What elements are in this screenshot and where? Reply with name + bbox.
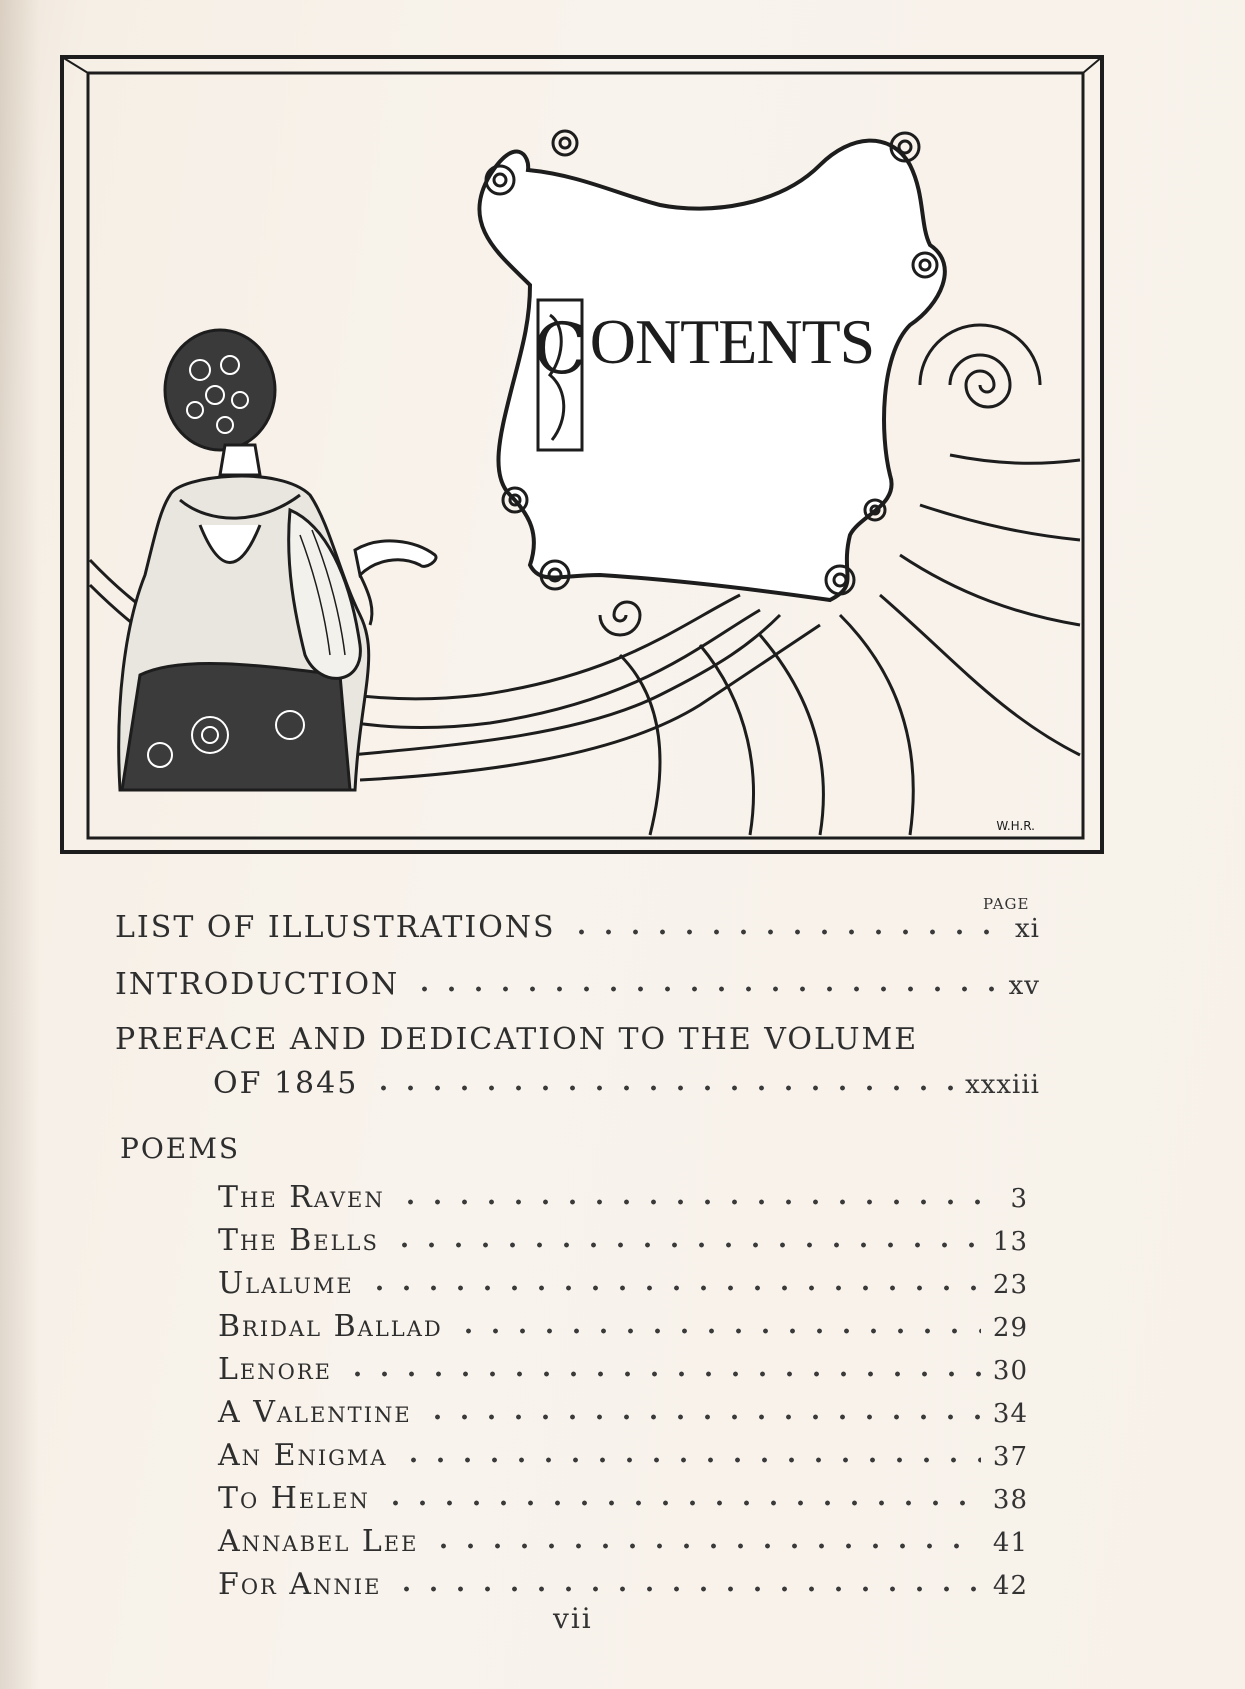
svg-text:C: C (533, 308, 587, 390)
dot-leader (370, 1085, 953, 1091)
toc-entry-title: Annabel Lee (218, 1524, 419, 1559)
toc-entry-title: Bridal Ballad (218, 1309, 443, 1344)
toc-entry-page: 23 (992, 1270, 1028, 1300)
toc-entry-page: 42 (992, 1571, 1028, 1601)
toc-entry[interactable] (213, 1066, 1040, 1101)
banner-text: ONTENTS (589, 306, 875, 377)
toc-entry[interactable] (115, 910, 1040, 945)
toc-entry[interactable] (218, 1180, 1028, 1215)
dot-leader (366, 1285, 981, 1291)
dot-leader (455, 1328, 981, 1334)
toc-entry[interactable] (218, 1352, 1028, 1387)
toc-entry-title: To Helen (218, 1481, 370, 1516)
toc-entry-title: Ulalume (218, 1266, 354, 1301)
dot-leader (344, 1371, 981, 1377)
toc-entry[interactable] (218, 1395, 1028, 1430)
toc-entry-page: xxxiii (965, 1070, 1040, 1100)
artist-signature: W.H.R. (996, 819, 1035, 833)
toc-entry-page: 41 (992, 1528, 1028, 1558)
dot-leader (411, 986, 996, 992)
toc-entry-page: 38 (992, 1485, 1028, 1515)
toc-entry-title: A Valentine (218, 1395, 412, 1430)
toc-entry[interactable] (218, 1223, 1028, 1258)
toc-entry[interactable] (218, 1567, 1028, 1602)
toc-entry-page: 13 (992, 1227, 1028, 1257)
dot-leader (424, 1414, 981, 1420)
poems-section-heading: POEMS (120, 1132, 241, 1165)
dot-leader (393, 1586, 980, 1592)
page-column-label: PAGE (983, 895, 1030, 913)
toc-entry-title: Lenore (218, 1352, 332, 1387)
toc-entry[interactable] (218, 1266, 1028, 1301)
dot-leader (430, 1543, 981, 1549)
toc-entry-title: The Raven (218, 1180, 385, 1215)
toc-entry-page: 30 (992, 1356, 1028, 1386)
toc-entry-heading-line[interactable] (115, 1022, 918, 1057)
toc-entry[interactable] (218, 1309, 1028, 1344)
toc-entry-title: The Bells (218, 1223, 379, 1258)
toc-entry-title: LIST OF ILLUSTRATIONS (115, 910, 556, 945)
toc-entry[interactable] (115, 967, 1040, 1002)
toc-entry-page: xi (1015, 914, 1040, 944)
toc-entry[interactable] (218, 1524, 1028, 1559)
toc-entry-title-continued: OF 1845 (213, 1066, 359, 1101)
toc-entry-title: INTRODUCTION (115, 967, 400, 1002)
toc-entry[interactable] (218, 1481, 1028, 1516)
toc-entry-page: 37 (992, 1442, 1028, 1472)
toc-entry-page: 3 (1010, 1184, 1028, 1214)
toc-entry[interactable] (218, 1438, 1028, 1473)
dot-leader (391, 1242, 981, 1248)
page-folio-number: vii (553, 1602, 593, 1635)
dot-leader (568, 929, 1003, 935)
toc-entry-title: PREFACE AND DEDICATION TO THE VOLUME (115, 1022, 919, 1057)
dot-leader (400, 1457, 981, 1463)
toc-entry-title: An Enigma (218, 1438, 388, 1473)
toc-entry-title: For Annie (218, 1567, 382, 1602)
dot-leader (382, 1500, 981, 1506)
toc-entry-page: 34 (992, 1399, 1028, 1429)
toc-entry-page: xv (1008, 971, 1040, 1001)
dot-leader (397, 1199, 999, 1205)
toc-entry-page: 29 (992, 1313, 1028, 1343)
